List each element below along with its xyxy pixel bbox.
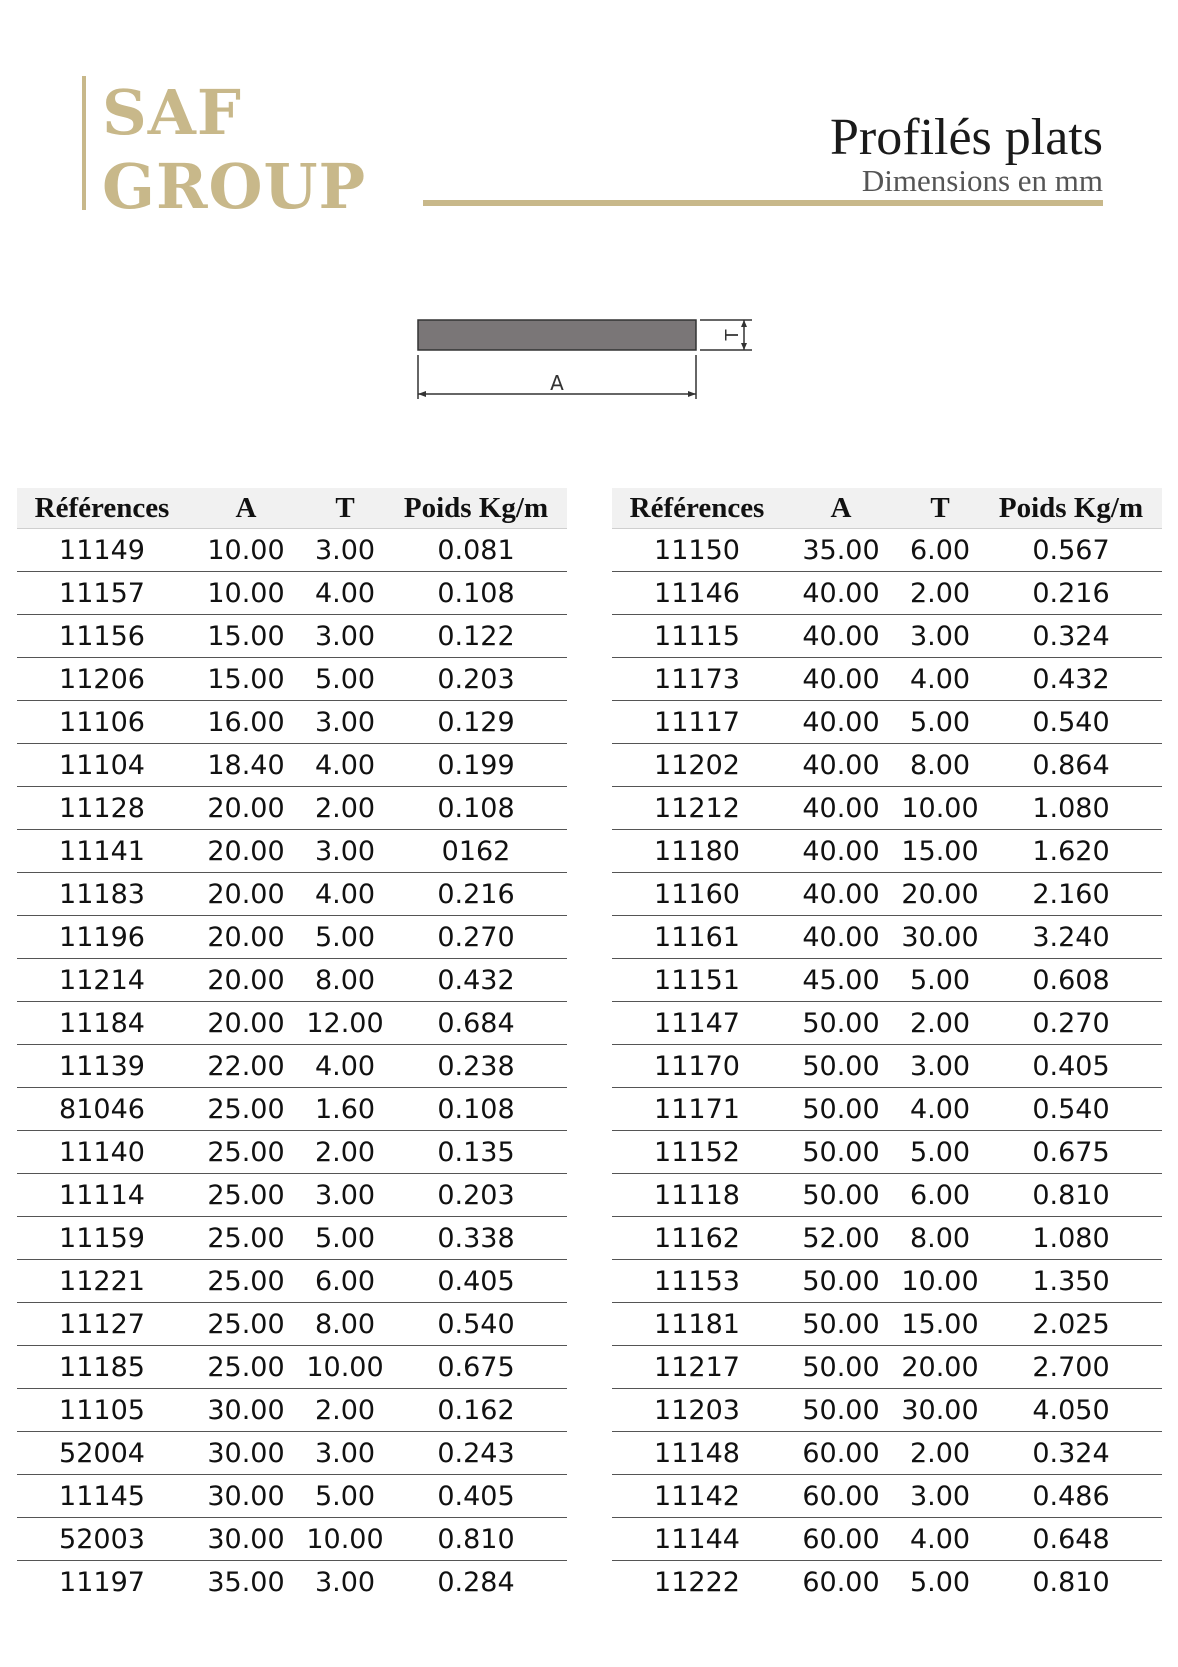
cell-weight: 0.432 xyxy=(437,964,515,996)
page-subtitle: Dimensions en mm xyxy=(861,163,1103,198)
cell-a: 25.00 xyxy=(207,1179,285,1211)
right-table xyxy=(612,488,1162,1603)
cell-a: 25.00 xyxy=(207,1351,285,1383)
table-row xyxy=(612,1217,1162,1260)
cell-reference: 52003 xyxy=(59,1523,145,1555)
cell-t: 10.00 xyxy=(306,1523,384,1555)
cell-t: 15.00 xyxy=(901,835,979,867)
table-row xyxy=(612,1389,1162,1432)
table-row xyxy=(612,873,1162,916)
cell-reference: 11203 xyxy=(654,1394,740,1426)
table-row xyxy=(612,529,1162,572)
table-row xyxy=(17,572,567,615)
cell-a: 40.00 xyxy=(802,663,880,695)
cell-weight: 0.284 xyxy=(437,1566,515,1598)
table-row xyxy=(17,830,567,873)
cell-t: 4.00 xyxy=(909,663,971,695)
cell-reference: 11128 xyxy=(59,792,145,824)
cell-a: 60.00 xyxy=(802,1437,880,1469)
cell-reference: 11171 xyxy=(654,1093,740,1125)
header-t: T xyxy=(930,491,950,524)
cell-reference: 11148 xyxy=(654,1437,740,1469)
cell-t: 8.00 xyxy=(314,1308,376,1340)
table-row xyxy=(17,1088,567,1131)
table-row xyxy=(17,1518,567,1561)
page-title: Profilés plats xyxy=(830,109,1103,166)
table-row xyxy=(17,1260,567,1303)
cell-t: 12.00 xyxy=(306,1007,384,1039)
cell-reference: 11156 xyxy=(59,620,145,652)
cell-weight: 0.216 xyxy=(437,878,515,910)
cell-reference: 11152 xyxy=(654,1136,740,1168)
table-row xyxy=(612,658,1162,701)
cell-a: 25.00 xyxy=(207,1093,285,1125)
table-row xyxy=(17,529,567,572)
table-row xyxy=(17,959,567,1002)
cell-t: 8.00 xyxy=(314,964,376,996)
cell-reference: 11202 xyxy=(654,749,740,781)
cell-reference: 11160 xyxy=(654,878,740,910)
cell-a: 50.00 xyxy=(802,1136,880,1168)
cell-reference: 11150 xyxy=(654,534,740,566)
title-block xyxy=(830,110,1103,196)
table-row xyxy=(17,1217,567,1260)
cell-t: 2.00 xyxy=(909,577,971,609)
cell-a: 50.00 xyxy=(802,1007,880,1039)
cell-a: 25.00 xyxy=(207,1265,285,1297)
cell-reference: 11139 xyxy=(59,1050,145,1082)
cell-reference: 11146 xyxy=(654,577,740,609)
cell-reference: 11144 xyxy=(654,1523,740,1555)
cell-reference: 11153 xyxy=(654,1265,740,1297)
cell-a: 40.00 xyxy=(802,577,880,609)
cell-weight: 0.608 xyxy=(1032,964,1110,996)
cell-weight: 0.405 xyxy=(1032,1050,1110,1082)
cell-weight: 0.199 xyxy=(437,749,515,781)
header-weight: Poids Kg/m xyxy=(403,491,549,524)
cell-t: 20.00 xyxy=(901,1351,979,1383)
cell-t: 10.00 xyxy=(306,1351,384,1383)
table-row xyxy=(612,1002,1162,1045)
table-row xyxy=(612,1174,1162,1217)
cell-weight: 0.675 xyxy=(437,1351,515,1383)
cell-reference: 11115 xyxy=(654,620,740,652)
cell-weight: 1.080 xyxy=(1032,1222,1110,1254)
table-row xyxy=(17,1432,567,1475)
cell-reference: 11141 xyxy=(59,835,145,867)
table-row xyxy=(17,1002,567,1045)
header-references: Références xyxy=(629,491,765,524)
cell-a: 25.00 xyxy=(207,1136,285,1168)
cell-a: 20.00 xyxy=(207,878,285,910)
cell-t: 8.00 xyxy=(909,749,971,781)
table-row xyxy=(17,1131,567,1174)
table-row xyxy=(612,572,1162,615)
table-row xyxy=(612,916,1162,959)
cell-weight: 0.203 xyxy=(437,1179,515,1211)
cell-reference: 11185 xyxy=(59,1351,145,1383)
table-row xyxy=(612,1088,1162,1131)
table-row xyxy=(612,701,1162,744)
cell-t: 5.00 xyxy=(909,1136,971,1168)
cell-a: 22.00 xyxy=(207,1050,285,1082)
thickness-label: T xyxy=(722,329,743,341)
cell-a: 50.00 xyxy=(802,1351,880,1383)
table-row xyxy=(17,787,567,830)
logo-line-2: GROUP xyxy=(102,150,367,223)
table-row xyxy=(17,615,567,658)
cell-reference: 11183 xyxy=(59,878,145,910)
cell-t: 2.00 xyxy=(314,1394,376,1426)
table-row xyxy=(612,1131,1162,1174)
cell-reference: 11118 xyxy=(654,1179,740,1211)
cell-weight: 0.684 xyxy=(437,1007,515,1039)
cell-weight: 0.432 xyxy=(1032,663,1110,695)
cell-reference: 81046 xyxy=(59,1093,145,1125)
logo-line-1: SAF xyxy=(102,76,242,149)
cell-a: 40.00 xyxy=(802,921,880,953)
cell-weight: 0.108 xyxy=(437,792,515,824)
table-row xyxy=(612,1432,1162,1475)
table-row xyxy=(17,1346,567,1389)
cell-weight: 0.540 xyxy=(437,1308,515,1340)
cell-weight: 2.025 xyxy=(1032,1308,1110,1340)
title-rule xyxy=(423,200,1103,206)
cell-reference: 11222 xyxy=(654,1566,740,1598)
cell-reference: 11157 xyxy=(59,577,145,609)
cell-t: 3.00 xyxy=(314,706,376,738)
cell-t: 5.00 xyxy=(314,921,376,953)
cell-a: 60.00 xyxy=(802,1480,880,1512)
cell-reference: 11180 xyxy=(654,835,740,867)
cell-weight: 0.238 xyxy=(437,1050,515,1082)
cell-weight: 3.240 xyxy=(1032,921,1110,953)
cell-a: 30.00 xyxy=(207,1523,285,1555)
cell-a: 45.00 xyxy=(802,964,880,996)
cell-a: 30.00 xyxy=(207,1480,285,1512)
cell-t: 6.00 xyxy=(909,1179,971,1211)
cell-reference: 11151 xyxy=(654,964,740,996)
table-row xyxy=(612,959,1162,1002)
cell-a: 18.40 xyxy=(207,749,285,781)
cell-weight: 0.270 xyxy=(437,921,515,953)
cell-reference: 11161 xyxy=(654,921,740,953)
cell-t: 3.00 xyxy=(909,1050,971,1082)
cell-weight: 1.620 xyxy=(1032,835,1110,867)
table-row xyxy=(612,1260,1162,1303)
cell-a: 20.00 xyxy=(207,921,285,953)
header-references: Références xyxy=(34,491,170,524)
cell-a: 40.00 xyxy=(802,706,880,738)
cell-weight: 0.810 xyxy=(1032,1566,1110,1598)
table-row xyxy=(17,1561,567,1603)
table-body xyxy=(612,529,1162,1603)
header-t: T xyxy=(335,491,355,524)
cell-reference: 11214 xyxy=(59,964,145,996)
table-row xyxy=(612,744,1162,787)
cell-reference: 11196 xyxy=(59,921,145,953)
cell-weight: 0162 xyxy=(441,835,511,867)
cell-t: 30.00 xyxy=(901,921,979,953)
table-row xyxy=(612,787,1162,830)
cell-reference: 11162 xyxy=(654,1222,740,1254)
cell-a: 20.00 xyxy=(207,964,285,996)
cell-reference: 11181 xyxy=(654,1308,740,1340)
cell-a: 50.00 xyxy=(802,1179,880,1211)
cell-reference: 11217 xyxy=(654,1351,740,1383)
cell-t: 2.00 xyxy=(314,792,376,824)
cell-a: 15.00 xyxy=(207,620,285,652)
width-label: A xyxy=(550,371,564,395)
cell-reference: 11159 xyxy=(59,1222,145,1254)
table-row xyxy=(17,701,567,744)
cell-t: 3.00 xyxy=(909,620,971,652)
cell-a: 40.00 xyxy=(802,620,880,652)
table-row xyxy=(17,1389,567,1432)
cell-weight: 1.080 xyxy=(1032,792,1110,824)
cell-a: 40.00 xyxy=(802,792,880,824)
cell-reference: 52004 xyxy=(59,1437,145,1469)
cell-a: 16.00 xyxy=(207,706,285,738)
cell-a: 50.00 xyxy=(802,1093,880,1125)
cell-t: 8.00 xyxy=(909,1222,971,1254)
table-row xyxy=(17,658,567,701)
cell-reference: 11173 xyxy=(654,663,740,695)
table-row xyxy=(612,615,1162,658)
cell-reference: 11114 xyxy=(59,1179,145,1211)
cell-weight: 0.540 xyxy=(1032,706,1110,738)
cell-a: 25.00 xyxy=(207,1222,285,1254)
cell-weight: 0.216 xyxy=(1032,577,1110,609)
cell-a: 10.00 xyxy=(207,577,285,609)
cell-t: 3.00 xyxy=(314,534,376,566)
table-row xyxy=(612,1346,1162,1389)
cell-reference: 11149 xyxy=(59,534,145,566)
cell-weight: 0.338 xyxy=(437,1222,515,1254)
cell-reference: 11104 xyxy=(59,749,145,781)
cell-t: 4.00 xyxy=(314,749,376,781)
cell-t: 5.00 xyxy=(909,964,971,996)
cell-t: 6.00 xyxy=(909,534,971,566)
flat-bar-shape xyxy=(418,320,696,350)
cell-a: 30.00 xyxy=(207,1394,285,1426)
table-row xyxy=(612,830,1162,873)
cell-a: 40.00 xyxy=(802,835,880,867)
cell-a: 35.00 xyxy=(802,534,880,566)
cell-reference: 11142 xyxy=(654,1480,740,1512)
cell-a: 35.00 xyxy=(207,1566,285,1598)
cell-weight: 0.405 xyxy=(437,1480,515,1512)
cell-a: 50.00 xyxy=(802,1394,880,1426)
cell-t: 3.00 xyxy=(314,1566,376,1598)
cell-a: 15.00 xyxy=(207,663,285,695)
cell-reference: 11184 xyxy=(59,1007,145,1039)
table-row xyxy=(612,1475,1162,1518)
cell-t: 3.00 xyxy=(314,1179,376,1211)
cell-a: 30.00 xyxy=(207,1437,285,1469)
cell-a: 10.00 xyxy=(207,534,285,566)
cell-t: 6.00 xyxy=(314,1265,376,1297)
cell-weight: 0.270 xyxy=(1032,1007,1110,1039)
cell-a: 50.00 xyxy=(802,1308,880,1340)
cell-weight: 0.810 xyxy=(437,1523,515,1555)
cell-weight: 0.486 xyxy=(1032,1480,1110,1512)
cell-reference: 11197 xyxy=(59,1566,145,1598)
cell-weight: 0.324 xyxy=(1032,1437,1110,1469)
cell-reference: 11221 xyxy=(59,1265,145,1297)
table-row xyxy=(17,916,567,959)
cell-weight: 4.050 xyxy=(1032,1394,1110,1426)
table-header xyxy=(612,488,1162,529)
cell-t: 2.00 xyxy=(314,1136,376,1168)
table-row xyxy=(17,744,567,787)
cell-t: 30.00 xyxy=(901,1394,979,1426)
header-weight: Poids Kg/m xyxy=(998,491,1144,524)
cell-a: 52.00 xyxy=(802,1222,880,1254)
table-row xyxy=(612,1561,1162,1603)
cell-t: 15.00 xyxy=(901,1308,979,1340)
cell-a: 60.00 xyxy=(802,1523,880,1555)
cell-t: 3.00 xyxy=(314,620,376,652)
cell-a: 20.00 xyxy=(207,1007,285,1039)
cell-weight: 0.567 xyxy=(1032,534,1110,566)
cell-t: 2.00 xyxy=(909,1437,971,1469)
cell-weight: 0.081 xyxy=(437,534,515,566)
header-a: A xyxy=(830,491,852,524)
cell-t: 10.00 xyxy=(901,1265,979,1297)
table-header xyxy=(17,488,567,529)
cell-t: 5.00 xyxy=(909,1566,971,1598)
cell-weight: 0.162 xyxy=(437,1394,515,1426)
cell-t: 5.00 xyxy=(314,663,376,695)
cell-reference: 11106 xyxy=(59,706,145,738)
cell-reference: 11212 xyxy=(654,792,740,824)
cell-weight: 0.243 xyxy=(437,1437,515,1469)
cell-weight: 0.648 xyxy=(1032,1523,1110,1555)
cell-weight: 2.700 xyxy=(1032,1351,1110,1383)
cell-t: 1.60 xyxy=(314,1093,376,1125)
table-row xyxy=(17,1303,567,1346)
cell-t: 3.00 xyxy=(314,835,376,867)
cell-weight: 0.405 xyxy=(437,1265,515,1297)
cell-weight: 0.108 xyxy=(437,577,515,609)
cell-a: 25.00 xyxy=(207,1308,285,1340)
cell-a: 20.00 xyxy=(207,835,285,867)
cell-t: 4.00 xyxy=(314,878,376,910)
cell-reference: 11206 xyxy=(59,663,145,695)
cell-reference: 11170 xyxy=(654,1050,740,1082)
cell-t: 4.00 xyxy=(314,577,376,609)
cell-reference: 11117 xyxy=(654,706,740,738)
cell-a: 40.00 xyxy=(802,878,880,910)
cell-weight: 0.122 xyxy=(437,620,515,652)
cell-t: 3.00 xyxy=(909,1480,971,1512)
left-table xyxy=(17,488,567,1603)
cell-weight: 0.135 xyxy=(437,1136,515,1168)
table-row xyxy=(17,873,567,916)
cell-t: 20.00 xyxy=(901,878,979,910)
cell-weight: 0.675 xyxy=(1032,1136,1110,1168)
flat-profile-diagram xyxy=(400,300,780,410)
cell-weight: 0.540 xyxy=(1032,1093,1110,1125)
cell-t: 4.00 xyxy=(909,1093,971,1125)
cell-a: 20.00 xyxy=(207,792,285,824)
saf-group-logo xyxy=(82,76,367,223)
table-row xyxy=(17,1475,567,1518)
cell-a: 40.00 xyxy=(802,749,880,781)
cell-reference: 11145 xyxy=(59,1480,145,1512)
cell-weight: 0.324 xyxy=(1032,620,1110,652)
table-row xyxy=(612,1303,1162,1346)
cell-reference: 11140 xyxy=(59,1136,145,1168)
cell-t: 2.00 xyxy=(909,1007,971,1039)
cell-reference: 11147 xyxy=(654,1007,740,1039)
cell-weight: 1.350 xyxy=(1032,1265,1110,1297)
cell-t: 4.00 xyxy=(314,1050,376,1082)
cell-t: 5.00 xyxy=(909,706,971,738)
cell-a: 60.00 xyxy=(802,1566,880,1598)
header-a: A xyxy=(235,491,257,524)
cell-weight: 0.108 xyxy=(437,1093,515,1125)
table-row xyxy=(612,1518,1162,1561)
cell-t: 4.00 xyxy=(909,1523,971,1555)
table-row xyxy=(612,1045,1162,1088)
cell-t: 5.00 xyxy=(314,1480,376,1512)
cell-a: 50.00 xyxy=(802,1265,880,1297)
cell-weight: 2.160 xyxy=(1032,878,1110,910)
table-row xyxy=(17,1045,567,1088)
cell-weight: 0.810 xyxy=(1032,1179,1110,1211)
cell-reference: 11127 xyxy=(59,1308,145,1340)
cell-weight: 0.203 xyxy=(437,663,515,695)
cell-a: 50.00 xyxy=(802,1050,880,1082)
cell-t: 5.00 xyxy=(314,1222,376,1254)
cell-weight: 0.864 xyxy=(1032,749,1110,781)
cell-reference: 11105 xyxy=(59,1394,145,1426)
cell-t: 3.00 xyxy=(314,1437,376,1469)
cell-weight: 0.129 xyxy=(437,706,515,738)
table-body xyxy=(17,529,567,1603)
cell-t: 10.00 xyxy=(901,792,979,824)
table-row xyxy=(17,1174,567,1217)
